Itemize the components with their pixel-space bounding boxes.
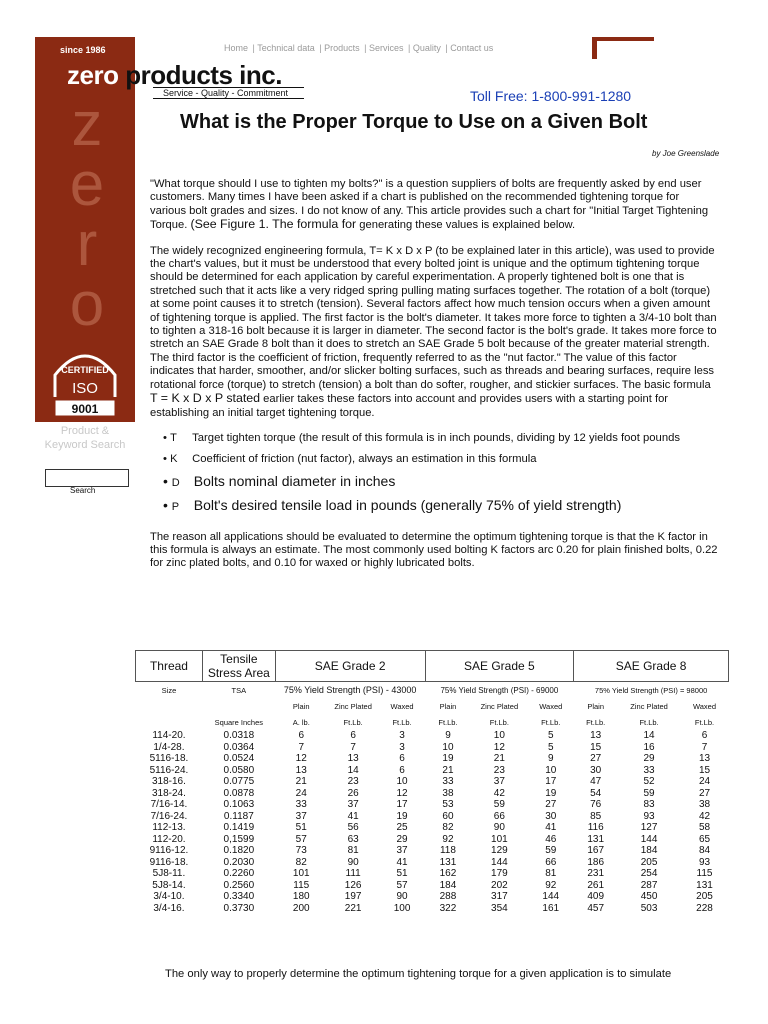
variable-key: K: [170, 453, 178, 466]
table-cell: Plain: [587, 701, 605, 711]
table-cell: 54: [590, 787, 602, 799]
table-cell: 6: [298, 730, 305, 741]
table-cell: Waxed: [692, 701, 717, 711]
table-cell: 13: [295, 764, 307, 776]
table-cell: 21: [442, 764, 454, 776]
table-cell: 92: [442, 833, 454, 845]
table-cell: 200: [292, 902, 310, 914]
tagline: Service - Quality - Commitment: [153, 87, 304, 99]
variable-text: Bolts nominal diameter in inches: [193, 472, 396, 489]
table-cell: 162: [439, 868, 457, 879]
table-cell: 179: [491, 868, 508, 879]
table-cell: 15: [590, 741, 602, 753]
table-cell: [136, 698, 203, 714]
variable-item: • K Coefficient of friction (nut factor), always an estimation in this formula: [163, 453, 537, 466]
table-cell: 221: [344, 902, 362, 914]
formula-text-c: earlier takes these factors into account and provides users with a starting point for establishing an initial target tightening torque.: [150, 393, 669, 419]
table-cell: 0.2030: [223, 856, 255, 868]
table-cell: 7: [701, 741, 708, 753]
table-cell: 76: [590, 799, 602, 810]
table-row: [136, 903, 729, 915]
table-row: [136, 788, 729, 800]
table-cell: 13: [590, 730, 602, 741]
table-cell: [202, 698, 275, 714]
table-cell: 144: [542, 891, 560, 902]
vertical-letter-3: r: [76, 210, 98, 279]
table-header-row: [136, 651, 729, 682]
table-cell: 15: [698, 764, 711, 776]
table-cell: 90: [493, 822, 505, 833]
variable-key: T: [170, 431, 177, 444]
table-cell: 19: [545, 787, 557, 799]
svg-text:9001: 9001: [71, 402, 99, 416]
table-cell: 6: [399, 764, 405, 776]
variable-item: • T Target tighten torque (the result of this formula is in inch pounds, dividing by 12 yields foot pounds: [163, 431, 681, 444]
table-cell: 261: [587, 879, 605, 891]
table-subheader-units: [136, 714, 729, 730]
table-cell: 112-13.: [152, 822, 186, 833]
table-cell: 16: [643, 741, 655, 753]
table-cell: 41: [396, 856, 408, 868]
table-cell: 161: [542, 902, 560, 914]
table-cell: Ft.Lb.: [489, 717, 509, 727]
variable-item: • D Bolts nominal diameter in inches: [163, 472, 396, 489]
vertical-letter-4: o: [69, 270, 105, 339]
table-cell: 5: [547, 730, 554, 741]
table-cell: 131: [587, 833, 605, 845]
table-cell: 118: [439, 845, 456, 856]
table-cell: 0.1419: [223, 822, 255, 833]
table-cell: 167: [587, 845, 605, 856]
table-cell: 37: [295, 810, 307, 822]
table-cell: Ft.Lb.: [392, 717, 412, 727]
table-cell: 53: [442, 799, 454, 810]
table-cell: 205: [696, 891, 713, 902]
table-cell: Square Inches: [214, 717, 264, 727]
table-cell: 5: [547, 741, 554, 753]
table-cell: 57: [396, 879, 408, 891]
table-cell: 288: [439, 891, 457, 902]
table-cell: 33: [442, 776, 454, 787]
table-cell: 38: [698, 799, 711, 810]
table-cell: 5J8-11.: [152, 868, 186, 879]
table-cell: 73: [295, 845, 307, 856]
table-cell: 92: [545, 879, 557, 891]
table-cell: 12: [295, 753, 307, 764]
table-cell: 37: [396, 845, 408, 856]
table-cell: 202: [491, 879, 508, 891]
table-cell: 81: [545, 868, 557, 879]
iso-certified-seal-icon: [47, 345, 123, 421]
table-cell: 25: [396, 822, 408, 833]
table-cell: 101: [292, 868, 310, 879]
nav-link-services[interactable]: Services: [368, 43, 404, 53]
header-grade-2: SAE Grade 2: [275, 651, 425, 682]
table-cell: Waxed: [390, 701, 414, 711]
table-cell: 0.0318: [223, 730, 255, 741]
table-cell: 82: [442, 822, 454, 833]
table-row: [136, 811, 729, 823]
header-grade-8: SAE Grade 8: [574, 651, 729, 682]
nav-link-quality[interactable]: Quality: [412, 43, 441, 53]
logo-zero: zero: [67, 60, 119, 90]
table-cell: 24: [295, 787, 307, 799]
table-row: [136, 822, 729, 834]
table-cell: 0.3340: [223, 891, 255, 902]
table-row: [136, 857, 729, 869]
table-cell: 9116-18.: [149, 856, 189, 868]
table-cell: 66: [493, 810, 505, 822]
table-row: [136, 765, 729, 777]
intro-text-c: generating these values is explained below.: [356, 219, 576, 232]
table-row: [136, 776, 729, 788]
table-cell: 46: [545, 833, 557, 845]
table-cell: 57: [295, 833, 307, 845]
table-cell: 21: [493, 753, 505, 764]
table-cell: 205: [640, 856, 658, 868]
variable-text: Coefficient of friction (nut factor), always an estimation in this formula: [192, 453, 537, 466]
table-cell: 354: [491, 902, 508, 914]
variable-item: • P Bolt's desired tensile load in pounds (generally 75% of yield strength): [163, 497, 622, 514]
table-cell: 38: [442, 787, 454, 799]
table-cell: 12: [396, 787, 408, 799]
table-cell: 23: [493, 764, 505, 776]
table-cell: 114-20.: [152, 730, 186, 741]
table-cell: 84: [698, 845, 711, 856]
table-cell: 6: [399, 753, 405, 764]
article-body: [150, 178, 718, 583]
table-cell: 0.0775: [223, 776, 255, 787]
table-cell: 0.0524: [223, 753, 255, 764]
table-cell: 144: [640, 833, 658, 845]
nav-link-contact-us[interactable]: Contact us: [450, 43, 494, 53]
table-cell: 318-16.: [151, 776, 186, 787]
table-subheader-finish: [136, 698, 729, 714]
table-cell: 180: [292, 891, 310, 902]
table-row: [136, 880, 729, 892]
table-cell: 14: [643, 730, 655, 741]
table-cell: 7: [298, 741, 305, 753]
table-cell: 5J8-14.: [152, 879, 186, 891]
table-cell: 30: [545, 810, 557, 822]
table-cell: 0.3730: [223, 902, 255, 914]
table-cell: 19: [442, 753, 454, 764]
table-cell: 116: [587, 822, 604, 833]
table-cell: 42: [493, 787, 505, 799]
table-cell: 41: [545, 822, 557, 833]
table-cell: Zinc Plated: [480, 701, 519, 711]
variable-text: Bolt's desired tensile load in pounds (generally 75% of yield strength): [193, 497, 622, 514]
vertical-brand-word: [57, 90, 117, 345]
torque-table: [135, 650, 729, 914]
table-cell: 131: [696, 879, 713, 891]
top-nav: Home | Technical data | Products | Services | Quality | Contact us: [224, 43, 494, 53]
table-cell: 0.1820: [223, 845, 255, 856]
table-cell: 231: [587, 868, 605, 879]
table-cell: Plain: [439, 701, 457, 711]
table-cell: Ft.Lb.: [438, 717, 458, 727]
table-cell: 33: [643, 764, 655, 776]
subheader-yield-grade-2: 75% Yield Strength (PSI) - 43000: [283, 685, 417, 695]
table-cell: 322: [439, 902, 457, 914]
formula-text-b: T = K x D x P stated: [150, 391, 261, 406]
table-subheader-yield: [136, 682, 729, 699]
table-cell: 10: [545, 764, 557, 776]
table-cell: 14: [347, 764, 359, 776]
page-title: What is the Proper Torque to Use on a Given Bolt: [180, 111, 648, 133]
table-cell: 3: [399, 730, 405, 741]
closing-paragraph: The only way to properly determine the optimum tightening torque for a given application is to simulate: [165, 968, 672, 980]
table-cell: Ft.Lb.: [639, 717, 659, 727]
table-cell: 93: [643, 810, 655, 822]
table-row: [136, 742, 729, 754]
table-cell: 287: [640, 879, 658, 891]
table-cell: 27: [590, 753, 602, 764]
table-cell: 1/4-28.: [153, 741, 185, 753]
variable-key: D: [171, 476, 180, 489]
table-cell: 0.0580: [223, 764, 255, 776]
table-cell: Waxed: [539, 701, 563, 711]
table-cell: 10: [493, 730, 505, 741]
table-cell: 27: [698, 787, 711, 799]
search-label-line-2: Keyword Search: [44, 439, 126, 451]
table-cell: 13: [347, 753, 359, 764]
variable-key: P: [171, 501, 180, 514]
header-grade-5: SAE Grade 5: [425, 651, 574, 682]
table-cell: A. lb.: [292, 717, 310, 727]
table-cell: 317: [491, 891, 508, 902]
nav-link-technical-data[interactable]: Technical data: [257, 43, 315, 53]
table-cell: 29: [396, 833, 408, 845]
table-cell: 112-20.: [152, 833, 186, 845]
table-cell: 59: [493, 799, 505, 810]
nav-link-home[interactable]: Home: [224, 43, 249, 53]
table-cell: 41: [347, 810, 359, 822]
table-cell: 3/4-10.: [153, 891, 185, 902]
table-cell: 503: [640, 902, 658, 914]
table-cell: 90: [347, 856, 359, 868]
table-cell: 82: [295, 856, 307, 868]
table-cell: 93: [698, 856, 711, 868]
table-cell: 115: [293, 879, 310, 891]
table-cell: 63: [347, 833, 359, 845]
table-cell: 26: [347, 787, 359, 799]
byline: by Joe Greenslade: [652, 149, 720, 158]
table-cell: 197: [344, 891, 362, 902]
table-cell: 3: [399, 741, 405, 753]
intro-text-a: "What torque should I use to tighten my bolts?" is a question suppliers of bolts are frequently asked by end user customers. Many times I have been asked if a chart is published on the recommended tightening torque for various bolt grades and sizes. I do not know of any. This article provides such a chart for "Initial Target Tightening Torque.: [150, 178, 709, 232]
subheader-tsa: TSA: [231, 685, 247, 695]
table-cell: Zinc Plated: [630, 701, 668, 711]
table-cell: 5116-24.: [149, 764, 189, 776]
table-cell: 0.0364: [223, 741, 255, 753]
vertical-letter-1: z: [71, 90, 103, 159]
table-cell: 59: [643, 787, 655, 799]
table-cell: 90: [396, 891, 408, 902]
table-cell: 115: [696, 868, 713, 879]
table-cell: 65: [698, 833, 711, 845]
table-cell: 17: [545, 776, 557, 787]
table-row: [136, 845, 729, 857]
table-cell: 6: [701, 730, 708, 741]
table-cell: 101: [491, 833, 508, 845]
table-cell: 12: [493, 741, 505, 753]
table-row: [136, 799, 729, 811]
table-row: [136, 730, 729, 742]
subheader-size: Size: [161, 685, 177, 695]
table-cell: 10: [396, 776, 408, 787]
header-thread: Thread: [136, 651, 203, 682]
svg-text:CERTIFIED: CERTIFIED: [61, 365, 109, 375]
table-cell: Plain: [292, 701, 310, 711]
table-cell: 29: [643, 753, 655, 764]
variable-text: Target tighten torque (the result of this formula is in inch pounds, dividing by 12 yields foot pounds: [192, 431, 681, 444]
table-cell: 0.0878: [223, 787, 255, 799]
table-cell: Ft.Lb.: [343, 717, 363, 727]
table-cell: 6: [350, 730, 356, 741]
table-cell: 19: [396, 810, 408, 822]
table-cell: 0.1187: [223, 810, 254, 822]
table-cell: Ft.Lb.: [541, 717, 561, 727]
toll-free-number: Toll Free: 1-800-991-1280: [470, 88, 632, 104]
table-cell: 10: [442, 741, 454, 753]
table-cell: 51: [295, 822, 307, 833]
table-cell: 3/4-16.: [153, 902, 185, 914]
table-row: [136, 753, 729, 765]
table-cell: 37: [493, 776, 505, 787]
table-cell: 9116-12.: [149, 845, 189, 856]
table-cell: 409: [587, 891, 605, 902]
reason-paragraph: The reason all applications should be evaluated to determine the optimum tightening torque is that the K factor in this formula is always an estimate. The most commonly used bolting K factors arc 0.20 for plain finished bolts, 0.22 for zinc plated bolts, and 0.10 for waxed or highly lubricated bolts.: [150, 530, 718, 570]
table-cell: 0.2260: [223, 868, 255, 879]
intro-text-b: (See Figure 1. The formula for: [190, 217, 357, 232]
table-cell: Ft.Lb.: [694, 717, 715, 727]
decorative-corner-icon: [592, 37, 654, 59]
table-cell: 7/16-14.: [150, 799, 188, 810]
since-label: since 1986: [60, 45, 106, 55]
formula-variables-list: [163, 432, 718, 515]
table-cell: 27: [545, 799, 557, 810]
table-cell: 83: [643, 799, 655, 810]
table-cell: 37: [347, 799, 359, 810]
svg-text:ISO: ISO: [72, 380, 98, 397]
table-cell: 7: [350, 741, 356, 753]
table-cell: Ft.Lb.: [586, 717, 606, 727]
table-cell: 0.2560: [223, 879, 255, 891]
table-cell: 186: [587, 856, 605, 868]
formula-text-a: The widely recognized engineering formula, T= K x D x P (to be explained later in this article), was used to provide the chart's values, but it must be understood that every bolted joint is unique and the optimum tightening torque should be determined for each application by careful experimentation. A properly tightened bolt is one that is stretched such that it acts like a very ridged spring pulling mating surfaces together. The rotation of a bolt (torque) at some point causes it to stretch (tension). Several factors affect how much tension occurs when a given amount of tightening torque is applied. The first factor is the bolt's diameter. It takes more force to tighten a 3/4-10 bolt than to tighten a 318-16 bolt because it is larger in diameter. The second factor is the bolt's grade. It takes more force to stretch an SAE Grade 8 bolt than it does to stretch an SAE Grade 5 bolt because of the greater material strength. The third factor is the coefficient of friction, frequently referred to as the "nut factor." The value of this factor indicates that harder, smoother, and/or slicker bolting surfaces, such as threads and bearing surfaces, require less rotational force (torque) to stretch (tension) a bolt than do softer, rougher, and stickier surfaces. The basic formula: [150, 244, 717, 391]
table-cell: 184: [439, 879, 457, 891]
table-cell: 0,1599: [223, 833, 255, 845]
header-tsa: Tensile Stress Area: [202, 651, 275, 682]
table-cell: 127: [640, 822, 658, 833]
table-cell: 254: [640, 868, 658, 879]
table-cell: 81: [347, 845, 359, 856]
subheader-yield-grade-8: 75% Yield Strength (PSI) = 98000: [594, 685, 708, 695]
table-cell: 457: [587, 902, 605, 914]
table-cell: 184: [640, 845, 658, 856]
table-cell: 30: [590, 764, 602, 776]
table-cell: 59: [545, 845, 557, 856]
table-cell: [136, 714, 203, 730]
table-cell: Zinc Plated: [334, 701, 372, 711]
subheader-yield-grade-5: 75% Yield Strength (PSI) - 69000: [440, 685, 559, 695]
table-cell: 228: [696, 902, 713, 914]
table-cell: 51: [396, 868, 408, 879]
table-cell: 111: [345, 868, 361, 879]
table-cell: 60: [442, 810, 454, 822]
search-label-line-1: Product &: [60, 425, 110, 437]
nav-link-products[interactable]: Products: [324, 43, 360, 53]
table-cell: 144: [491, 856, 508, 868]
table-cell: 9: [445, 730, 451, 741]
table-cell: 129: [491, 845, 508, 856]
table-cell: 23: [347, 776, 359, 787]
table-cell: 13: [698, 753, 711, 764]
table-row: [136, 891, 729, 903]
keyword-search-input[interactable]: [45, 469, 129, 487]
table-row: [136, 868, 729, 880]
table-row: [136, 834, 729, 846]
search-label: [38, 424, 132, 452]
table-cell: 56: [347, 822, 359, 833]
table-cell: 7/16-24.: [150, 810, 188, 822]
table-cell: 9: [547, 753, 554, 764]
table-cell: 450: [640, 891, 658, 902]
table-cell: 100: [393, 902, 411, 914]
table-cell: 318-24.: [151, 787, 186, 799]
table-cell: 47: [590, 776, 602, 787]
table-cell: 126: [344, 879, 362, 891]
table-cell: 131: [439, 856, 457, 868]
table-cell: 21: [295, 776, 307, 787]
intro-paragraph: [150, 178, 718, 233]
logo-products: products inc.: [125, 60, 282, 90]
search-button[interactable]: Search: [70, 486, 96, 495]
table-cell: 58: [698, 822, 711, 833]
table-cell: 24: [698, 776, 711, 787]
table-cell: 66: [545, 856, 557, 868]
table-cell: 33: [295, 799, 307, 810]
table-cell: 0.1063: [223, 799, 255, 810]
formula-paragraph: [150, 245, 718, 420]
table-cell: 85: [590, 810, 602, 822]
table-cell: 5116-18.: [149, 753, 189, 764]
table-cell: 52: [643, 776, 655, 787]
table-cell: 42: [698, 810, 711, 822]
vertical-letter-2: e: [69, 150, 105, 219]
table-cell: 17: [396, 799, 408, 810]
